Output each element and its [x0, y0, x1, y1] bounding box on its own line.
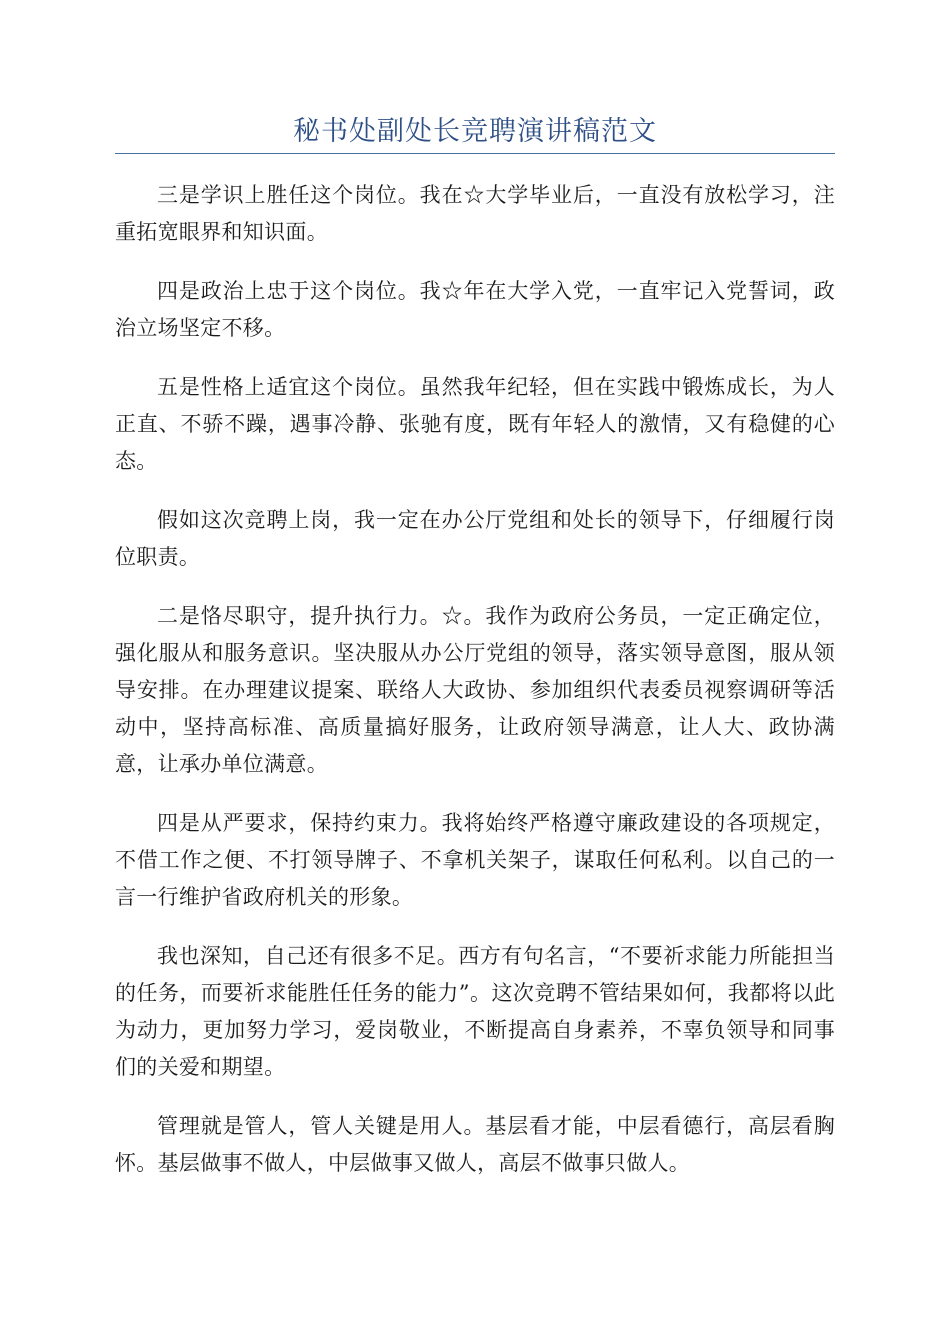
- document-body: [115, 177, 835, 1204]
- paragraph: 假如这次竞聘上岗，我一定在办公厅党组和处长的领导下，仔细履行岗位职责。: [115, 508, 835, 569]
- paragraph: 二是恪尽职守，提升执行力。☆。我作为政府公务员，一定正确定位，强化服从和服务意识。坚决服从办公厅党组的领导，落实领导意图，服从领导安排。在办理建议提案、联络人大政协、参加组织代表委员视察调研等活动中，坚持高标准、高质量搞好服务，让政府领导满意，让人大、政协满意，让承办单位满意。: [115, 604, 835, 776]
- paragraph: 四是从严要求，保持约束力。我将始终严格遵守廉政建设的各项规定，不借工作之便、不打领导牌子、不拿机关架子，谋取任何私利。以自己的一言一行维护省政府机关的形象。: [115, 811, 835, 909]
- paragraph: 三是学识上胜任这个岗位。我在☆大学毕业后，一直没有放松学习，注重拓宽眼界和知识面。: [115, 183, 835, 244]
- paragraph: 四是政治上忠于这个岗位。我☆年在大学入党，一直牢记入党誓词，政治立场坚定不移。: [115, 279, 835, 340]
- paragraph: 管理就是管人，管人关键是用人。基层看才能，中层看德行，高层看胸怀。基层做事不做人，中层做事又做人，高层不做事只做人。: [115, 1114, 835, 1175]
- title-underline: [115, 153, 835, 154]
- paragraph: 五是性格上适宜这个岗位。虽然我年纪轻，但在实践中锻炼成长，为人正直、不骄不躁，遇事冷静、张驰有度，既有年轻人的激情，又有稳健的心态。: [115, 375, 835, 473]
- paragraph: 我也深知，自己还有很多不足。西方有句名言，“不要祈求能力所能担当的任务，而要祈求能胜任任务的能力”。这次竞聘不管结果如何，我都将以此为动力，更加努力学习，爱岗敬业，不断提高自身素养，不辜负领导和同事们的关爱和期望。: [115, 944, 835, 1079]
- document-title: 秘书处副处长竞聘演讲稿范文: [293, 116, 657, 147]
